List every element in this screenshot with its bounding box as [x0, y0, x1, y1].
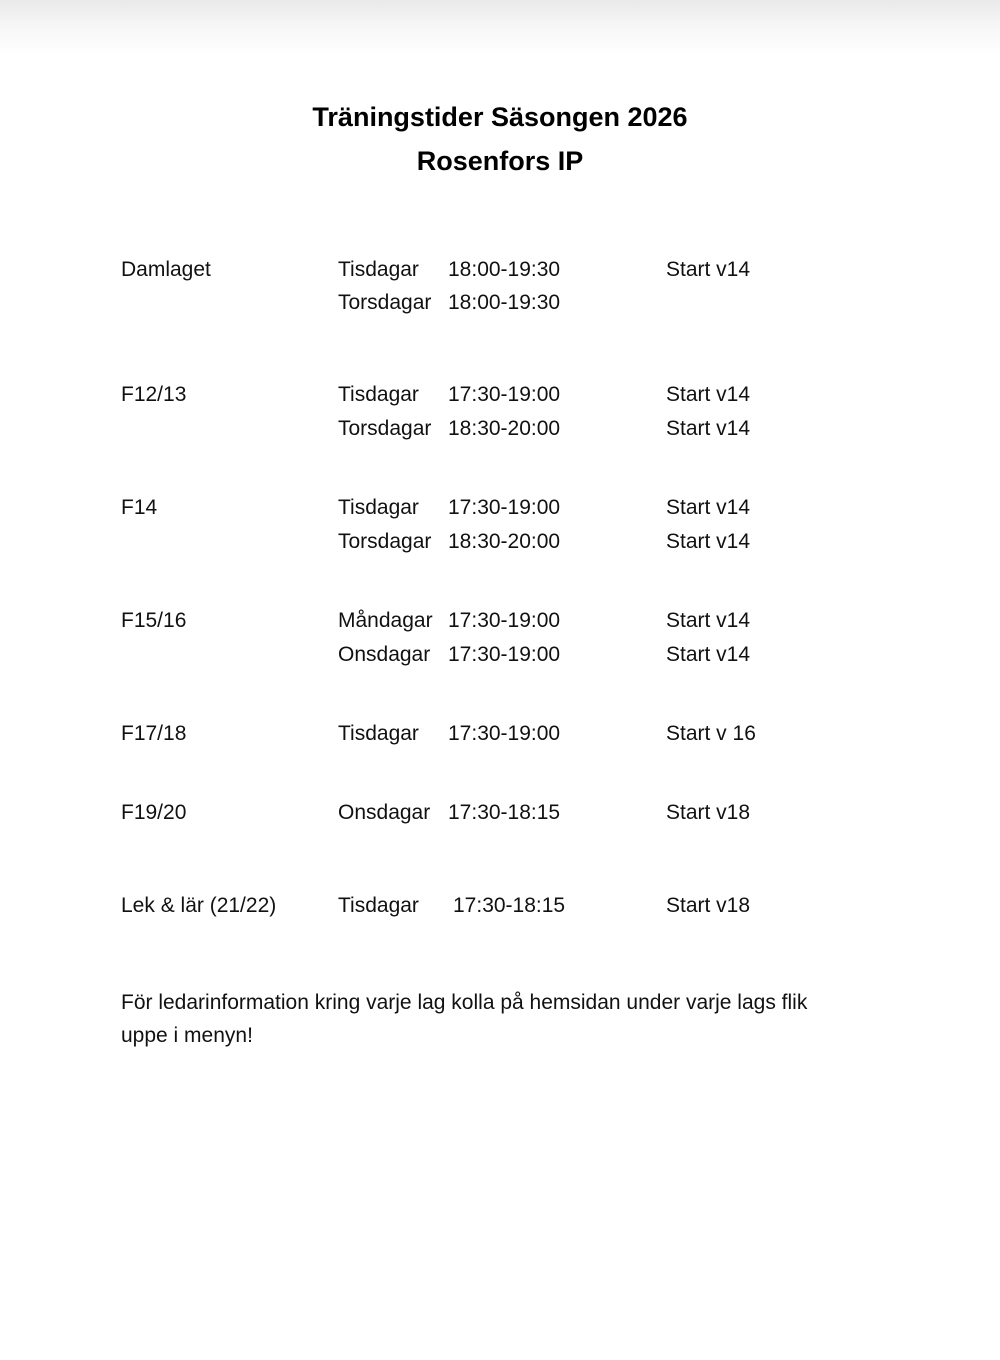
- leader-info-line-1: För ledarinformation kring varje lag kolla på hemsidan under varje lags flik: [121, 991, 808, 1014]
- training-day: Tisdagar: [338, 383, 419, 406]
- team-name: Lek & lär (21/22): [121, 894, 277, 917]
- team-name: F19/20: [121, 801, 187, 824]
- training-time: 18:30-20:00: [448, 530, 561, 553]
- team-name: Damlaget: [121, 258, 211, 281]
- training-time: 17:30-18:15: [448, 801, 561, 824]
- training-time: 17:30-19:00: [448, 609, 561, 632]
- page-top-shadow: [0, 0, 1000, 55]
- training-time: 18:00-19:30: [448, 291, 561, 314]
- training-day: Onsdagar: [338, 801, 431, 824]
- start-week: Start v14: [666, 417, 751, 440]
- start-week: Start v14: [666, 496, 751, 519]
- leader-info-line-2: uppe i menyn!: [121, 1024, 253, 1047]
- training-day: Torsdagar: [338, 417, 432, 440]
- team-name: F14: [121, 496, 158, 519]
- start-week: Start v18: [666, 801, 751, 824]
- training-time: 18:00-19:30: [448, 258, 561, 281]
- training-day: Torsdagar: [338, 530, 432, 553]
- training-day: Onsdagar: [338, 643, 431, 666]
- training-day: Tisdagar: [338, 258, 419, 281]
- training-day: Tisdagar: [338, 722, 419, 745]
- start-week: Start v14: [666, 530, 751, 553]
- start-week: Start v14: [666, 643, 751, 666]
- training-day: Tisdagar: [338, 894, 419, 917]
- leader-info-note: [121, 986, 881, 1052]
- team-name: F17/18: [121, 722, 187, 745]
- start-week: Start v 16: [666, 722, 756, 745]
- start-week: Start v14: [666, 609, 751, 632]
- document-title: Träningstider Säsongen 2026: [312, 102, 688, 132]
- training-time: 17:30-19:00: [448, 383, 561, 406]
- training-time: 18:30-20:00: [448, 417, 561, 440]
- training-time: 17:30-19:00: [448, 722, 561, 745]
- start-week: Start v18: [666, 894, 751, 917]
- training-day: Torsdagar: [338, 291, 432, 314]
- team-name: F15/16: [121, 609, 187, 632]
- start-week: Start v14: [666, 258, 751, 281]
- venue-title: Rosenfors IP: [416, 146, 584, 176]
- training-time: 17:30-19:00: [448, 643, 561, 666]
- team-name: F12/13: [121, 383, 187, 406]
- training-day: Tisdagar: [338, 496, 419, 519]
- start-week: Start v14: [666, 383, 751, 406]
- training-time: 17:30-19:00: [448, 496, 561, 519]
- training-time: 17:30-18:15: [453, 894, 566, 917]
- training-day: Måndagar: [338, 609, 433, 632]
